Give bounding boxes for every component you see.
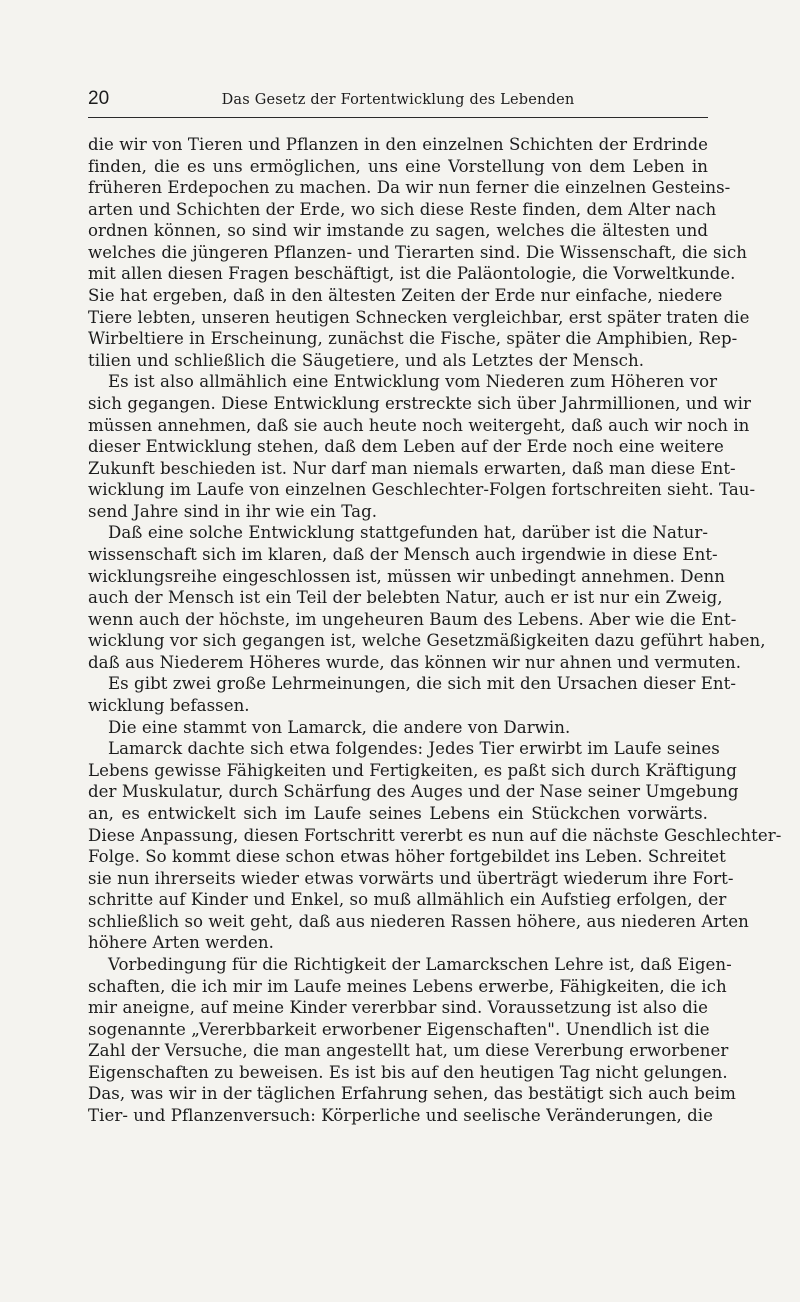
- text-line: wicklung vor sich gegangen ist, welche Gesetzmäßigkeiten dazu geführt haben,: [88, 631, 766, 651]
- page-header: [88, 88, 708, 116]
- text-line: wicklung im Laufe von einzelnen Geschlechter-Folgen fortschreiten sieht. Tau-: [88, 480, 756, 500]
- text-line: sogenannte „Vererbbarkeit erworbener Eigenschaften". Unendlich ist die: [88, 1019, 710, 1039]
- text-line: die wir von Tieren und Pflanzen in den einzelnen Schichten der Erdrinde: [88, 135, 708, 154]
- text-line: send Jahre sind in ihr wie ein Tag.: [88, 501, 378, 521]
- text-line: Es gibt zwei große Lehrmeinungen, die sich mit den Ursachen dieser Ent-: [108, 674, 737, 694]
- text-line: Die eine stammt von Lamarck, die andere von Darwin.: [108, 717, 571, 737]
- text-line: Diese Anpassung, diesen Fortschritt vererbt es nun auf die nächste Geschlechter-: [88, 825, 782, 845]
- text-line: Es ist also allmählich eine Entwicklung vom Niederen zum Höheren vor: [108, 372, 718, 392]
- text-line: wissenschaft sich im klaren, daß der Mensch auch irgendwie in diese Ent-: [88, 544, 718, 564]
- text-line: Wirbeltiere in Erscheinung, zunächst die Fische, später die Amphibien, Rep-: [88, 329, 738, 349]
- text-line: Tiere lebten, unseren heutigen Schnecken vergleichbar, erst später traten die: [88, 307, 750, 327]
- text-line: schritte auf Kinder und Enkel, so muß allmählich ein Aufstieg erfolgen, der: [88, 890, 727, 910]
- text-line: Vorbedingung für die Richtigkeit der Lamarckschen Lehre ist, daß Eigen-: [108, 954, 732, 974]
- text-line: früheren Erdepochen zu machen. Da wir nun ferner die einzelnen Gesteins-: [88, 178, 731, 198]
- header-rule: [88, 117, 708, 118]
- text-line: mir aneigne, auf meine Kinder vererbbar sind. Voraussetzung ist also die: [88, 998, 708, 1018]
- text-line: müssen annehmen, daß sie auch heute noch weitergeht, daß auch wir noch in: [88, 415, 750, 435]
- text-line: daß aus Niederem Höheres wurde, das können wir nur ahnen und vermuten.: [88, 652, 742, 672]
- text-line: sie nun ihrerseits wieder etwas vorwärts und überträgt wiederum ihre Fort-: [88, 868, 734, 888]
- text-line: finden, die es uns ermöglichen, uns eine Vorstellung von dem Leben in: [88, 156, 708, 176]
- page-number: 20: [88, 88, 110, 109]
- text-line: wenn auch der höchste, im ungeheuren Baum des Lebens. Aber wie die Ent-: [88, 609, 737, 629]
- text-line: Zukunft beschieden ist. Nur darf man niemals erwarten, daß man diese Ent-: [88, 458, 736, 478]
- text-line: ordnen können, so sind wir imstande zu sagen, welches die ältesten und: [88, 221, 708, 241]
- text-line: arten und Schichten der Erde, wo sich diese Reste finden, dem Alter nach: [88, 199, 717, 219]
- text-line: schließlich so weit geht, daß aus niederen Rassen höhere, aus niederen Arten: [88, 911, 749, 931]
- text-line: Lebens gewisse Fähigkeiten und Fertigkeiten, es paßt sich durch Kräftigung: [88, 760, 737, 780]
- text-line: an, es entwickelt sich im Laufe seines Lebens ein Stückchen vorwärts.: [88, 803, 708, 823]
- text-line: Lamarck dachte sich etwa folgendes: Jedes Tier erwirbt im Laufe seines: [108, 739, 720, 759]
- text-line: Daß eine solche Entwicklung stattgefunden hat, darüber ist die Natur-: [108, 523, 708, 543]
- text-line: schaften, die ich mir im Laufe meines Lebens erwerbe, Fähigkeiten, die ich: [88, 976, 727, 996]
- text-line: auch der Mensch ist ein Teil der belebten Natur, auch er ist nur ein Zweig,: [88, 588, 723, 608]
- text-line: höhere Arten werden.: [88, 933, 274, 953]
- text-line: mit allen diesen Fragen beschäftigt, ist die Paläontologie, die Vorweltkunde.: [88, 264, 736, 284]
- text-line: Tier- und Pflanzenversuch: Körperliche und seelische Veränderungen, die: [88, 1106, 713, 1126]
- text-line: wicklung befassen.: [88, 696, 250, 716]
- text-line: wicklungsreihe eingeschlossen ist, müssen wir unbedingt annehmen. Denn: [88, 566, 725, 586]
- text-line: Das, was wir in der täglichen Erfahrung sehen, das bestätigt sich auch beim: [88, 1084, 736, 1104]
- running-head: Das Gesetz der Fortentwicklung des Lebenden: [221, 92, 575, 108]
- text-line: tilien und schließlich die Säugetiere, und als Letztes der Mensch.: [88, 350, 645, 370]
- text-line: dieser Entwicklung stehen, daß dem Leben auf der Erde noch eine weitere: [88, 437, 724, 457]
- text-line: sich gegangen. Diese Entwicklung erstreckte sich über Jahrmillionen, und wir: [88, 393, 751, 413]
- text-line: Eigenschaften zu beweisen. Es ist bis auf den heutigen Tag nicht gelungen.: [88, 1062, 728, 1082]
- text-line: der Muskulatur, durch Schärfung des Auges und der Nase seiner Umgebung: [88, 782, 739, 802]
- text-line: Zahl der Versuche, die man angestellt hat, um diese Vererbung erworbener: [88, 1041, 729, 1061]
- body-text: [88, 134, 782, 1127]
- text-line: Folge. So kommt diese schon etwas höher fortgebildet ins Leben. Schreitet: [88, 847, 726, 867]
- text-line: Sie hat ergeben, daß in den ältesten Zeiten der Erde nur einfache, niedere: [88, 286, 723, 306]
- text-line: welches die jüngeren Pflanzen- und Tierarten sind. Die Wissenschaft, die sich: [88, 242, 748, 262]
